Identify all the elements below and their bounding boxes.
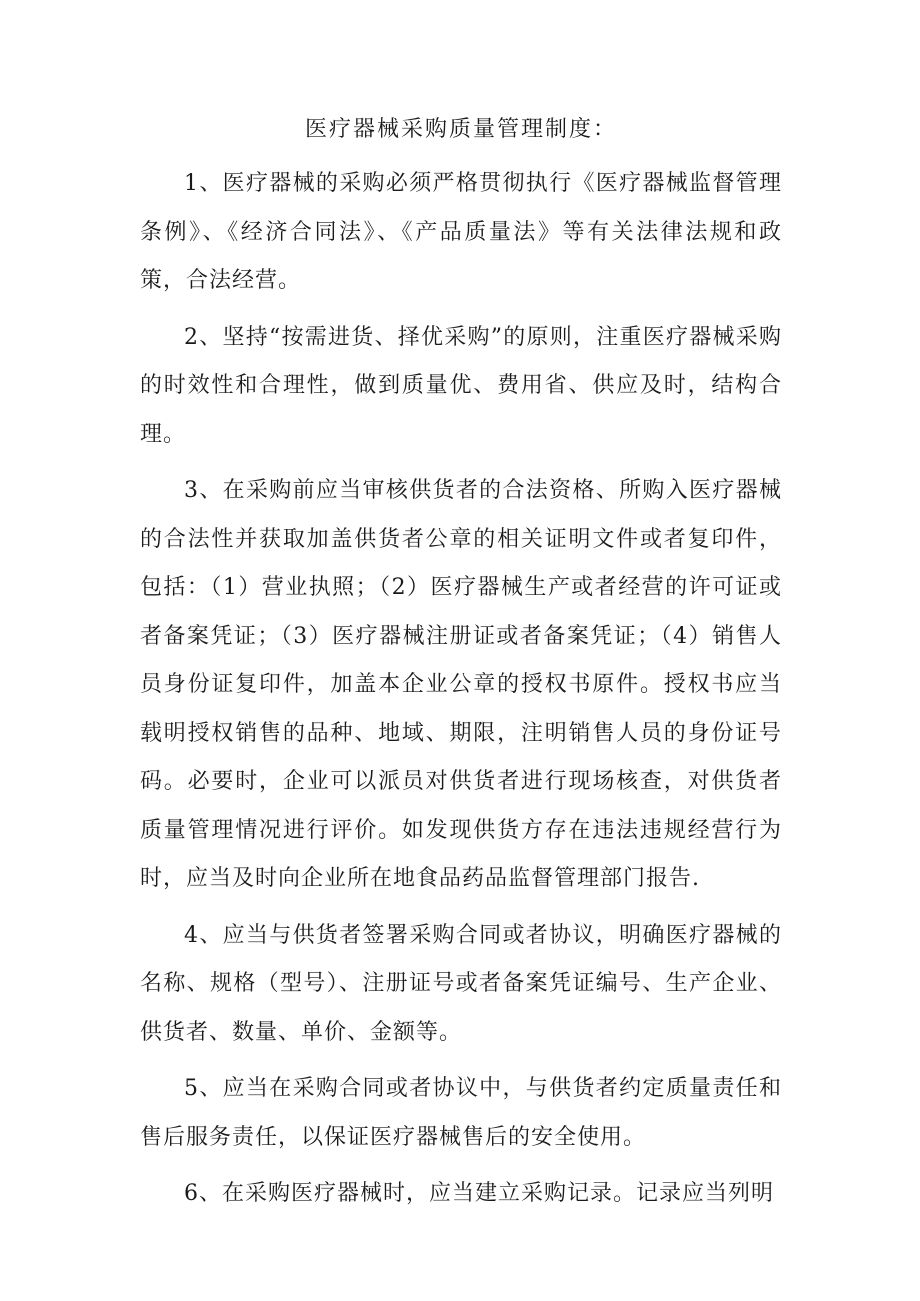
paragraph-2: 2、坚持“按需进货、择优采购”的原则，注重医疗器械采购的时效性和合理性，做到质量优、费用省、供应及时，结构合理。 bbox=[140, 324, 782, 447]
document-title: 医疗器械采购质量管理制度： bbox=[304, 117, 617, 142]
paragraph-1: 1、医疗器械的采购必须严格贯彻执行《医疗器械监督管理条例》、《经济合同法》、《产品质量法》等有关法律法规和政策，合法经营。 bbox=[140, 171, 782, 293]
paragraph-4: 4、应当与供货者签署采购合同或者协议，明确医疗器械的名称、规格（型号）、注册证号或者备案凭证编号、生产企业、供货者、数量、单价、金额等。 bbox=[140, 922, 782, 1045]
paragraph-5: 5、应当在采购合同或者协议中，与供货者约定质量责任和售后服务责任，以保证医疗器械售后的安全使用。 bbox=[140, 1076, 782, 1150]
paragraph-6: 6、在采购医疗器械时，应当建立采购记录。记录应当列明 bbox=[184, 1181, 774, 1206]
document-page bbox=[140, 108, 782, 1227]
paragraph-3: 3、在采购前应当审核供货者的合法资格、所购入医疗器械的合法性并获取加盖供货者公章的相关证明文件或者复印件，包括：（1）营业执照；（2）医疗器械生产或者经营的许可证或者备案凭证；（3）医疗器械注册证或者备案凭证；（4）销售人员身份证复印件，加盖本企业公章的授权书原件。授权书应当载明授权销售的品种、地域、期限，注明销售人员的身份证号码。必要时，企业可以派员对供货者进行现场核查，对供货者质量管理情况进行评价。如发现供货方存在违法违规经营行为时，应当及时向企业所在地食品药品监督管理部门报告. bbox=[140, 478, 782, 891]
